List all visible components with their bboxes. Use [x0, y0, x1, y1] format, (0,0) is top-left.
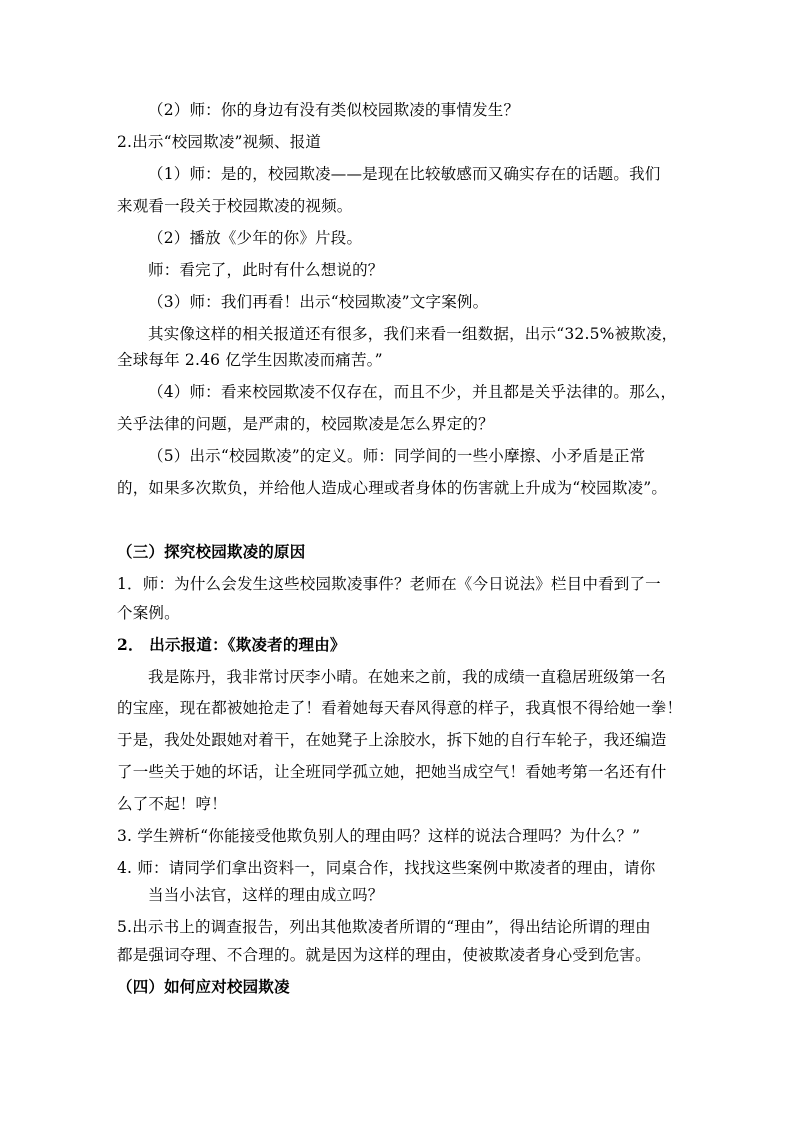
text-line: 1．师：为什么会发生这些校园欺凌事件？老师在《今日说法》栏目中看到了一	[117, 575, 661, 593]
text-line: 我是陈丹，我非常讨厌李小晴。在她来之前，我的成绩一直稳居班级第一名	[148, 668, 667, 686]
text-line: 的，如果多次欺负，并给他人造成心理或者身体的伤害就上升成为“校园欺凌”。	[117, 479, 668, 497]
report-heading: 2． 出示报道：《欺凌者的理由》	[117, 635, 346, 654]
text-line: 于是，我处处跟她对着干，在她凳子上涂胶水，拆下她的自行车轮子，我还编造	[117, 731, 667, 749]
text-line: 个案例。	[117, 604, 180, 622]
text-line: 的宝座，现在都被她抢走了！看着她每天春风得意的样子，我真恨不得给她一拳！	[117, 699, 683, 717]
text-line: 3. 学生辨析“你能接受他欺负别人的理由吗？这样的说法合理吗？为什么？”	[117, 827, 641, 845]
text-line: 都是强词夺理、不合理的。就是因为这样的理由，使被欺凌者身心受到危害。	[117, 946, 651, 964]
section-heading: （三）探究校园欺凌的原因	[117, 542, 306, 561]
text-line: 5.出示书上的调查报告，列出其他欺凌者所谓的“理由”，得出结论所谓的理由	[117, 918, 651, 936]
text-line: 4. 师：请同学们拿出资料一，同桌合作，找找这些案例中欺凌者的理由，请你	[117, 859, 656, 877]
text-line: （5）出示“校园欺凌”的定义。师：同学间的一些小摩擦、小矛盾是正常	[148, 447, 646, 465]
text-line: （4）师：看来校园欺凌不仅存在，而且不少，并且都是关乎法律的。那么，	[148, 383, 677, 401]
text-line: 全球每年 2.46 亿学生因欺凌而痛苦。”	[117, 351, 383, 369]
text-line: 2.出示“校园欺凌”视频、报道	[117, 133, 322, 151]
text-line: （3）师：我们再看！出示“校园欺凌”文字案例。	[148, 293, 489, 311]
text-line: 当当小法官，这样的理由成立吗？	[148, 886, 384, 904]
text-line: 么了不起！哼！	[117, 795, 227, 813]
text-line: 师：看完了，此时有什么想说的？	[148, 261, 384, 279]
section-heading: （四）如何应对校园欺凌	[117, 977, 290, 996]
text-line: 关乎法律的问题，是严肃的，校园欺凌是怎么界定的？	[117, 415, 494, 433]
text-line: 了一些关于她的坏话，让全班同学孤立她，把她当成空气！看她考第一名还有什	[117, 763, 667, 781]
text-line: （2）师：你的身边有没有类似校园欺凌的事情发生？	[148, 101, 520, 119]
text-line: 来观看一段关于校园欺凌的视频。	[117, 197, 353, 215]
text-line: （1）师：是的，校园欺凌——是现在比较敏感而又确实存在的话题。我们	[148, 165, 661, 183]
text-line: 其实像这样的相关报道还有很多，我们来看一组数据，出示“32.5%被欺凌，	[148, 325, 678, 343]
text-line: （2）播放《少年的你》片段。	[148, 229, 363, 247]
